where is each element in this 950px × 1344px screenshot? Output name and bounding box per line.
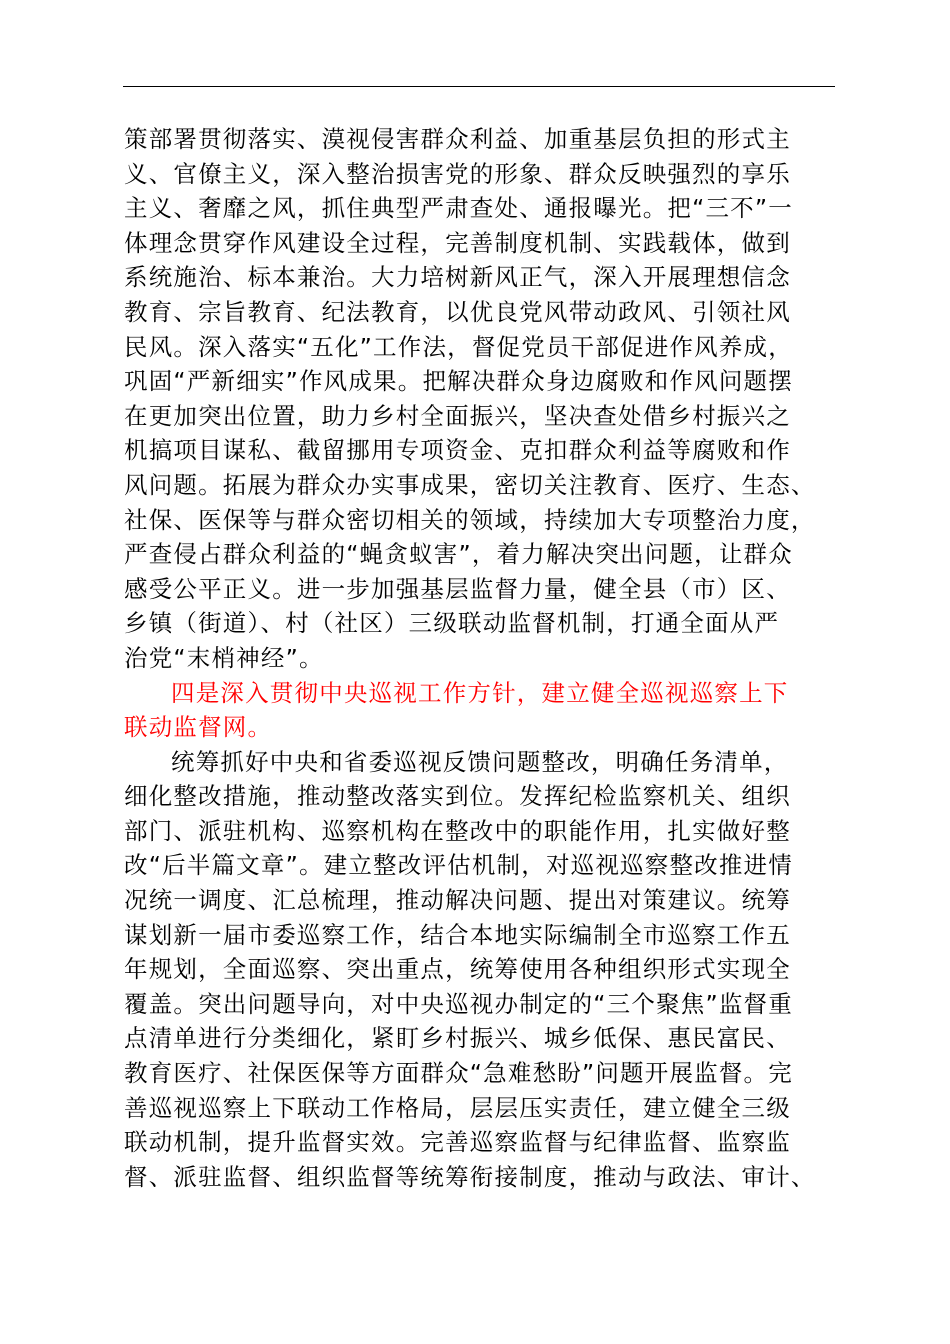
text-line: 民风。深入落实“五化”工作法，督促党员干部促进作风养成， bbox=[124, 332, 793, 361]
text-line: 统筹抓好中央和省委巡视反馈问题整改，明确任务清单， bbox=[171, 747, 789, 776]
paragraph-continuation bbox=[124, 122, 842, 676]
text-line: 督、派驻监督、组织监督等统筹衔接制度，推动与政法、审计、 bbox=[124, 1162, 816, 1191]
text-line: 覆盖。突出问题导向，对中央巡视办制定的“三个聚焦”监督重 bbox=[124, 989, 793, 1018]
text-line: 点清单进行分类细化，紧盯乡村振兴、城乡低保、惠民富民、 bbox=[124, 1024, 791, 1053]
text-line: 乡镇（街道）、村（社区）三级联动监督机制，打通全面从严 bbox=[124, 609, 780, 638]
paragraph-body bbox=[124, 745, 842, 1195]
text-line: 教育医疗、社保医保等方面群众“急难愁盼”问题开展监督。完 bbox=[124, 1059, 793, 1088]
text-line: 主义、奢靡之风，抓住典型严肃查处、通报曝光。把“三不”一 bbox=[124, 194, 793, 223]
text-line: 义、官僚主义，深入整治损害党的形象、群众反映强烈的享乐 bbox=[124, 159, 791, 188]
text-line: 策部署贯彻落实、漠视侵害群众利益、加重基层负担的形式主 bbox=[124, 125, 791, 153]
text-line: 严查侵占群众利益的“蝇贪蚁害”，着力解决突出问题，让群众 bbox=[124, 540, 793, 569]
text-line: 年规划，全面巡察、突出重点，统筹使用各种组织形式实现全 bbox=[124, 955, 791, 984]
text-line: 体理念贯穿作风建设全过程，完善制度机制、实践载体，做到 bbox=[124, 228, 791, 257]
heading-line: 四是深入贯彻中央巡视工作方针，建立健全巡视巡察上下 bbox=[171, 678, 789, 707]
text-line: 机搞项目谋私、截留挪用专项资金、克扣群众利益等腐败和作 bbox=[124, 436, 791, 465]
text-line: 风问题。拓展为群众办实事成果，密切关注教育、医疗、生态、 bbox=[124, 470, 816, 499]
text-line: 感受公平正义。进一步加强基层监督力量，健全县（市）区、 bbox=[124, 574, 791, 603]
text-line: 在更加突出位置，助力乡村全面振兴，坚决查处借乡村振兴之 bbox=[124, 401, 791, 430]
text-line: 细化整改措施，推动整改落实到位。发挥纪检监察机关、组织 bbox=[124, 782, 791, 811]
heading-line: 联动监督网。 bbox=[124, 713, 273, 742]
header-rule bbox=[123, 86, 835, 87]
text-line: 谋划新一届市委巡察工作，结合本地实际编制全市巡察工作五 bbox=[124, 920, 791, 949]
text-line: 系统施治、标本兼治。大力培树新风正气，深入开展理想信念 bbox=[124, 263, 791, 292]
section-heading bbox=[124, 676, 842, 745]
text-line: 善巡视巡察上下联动工作格局，层层压实责任，建立健全三级 bbox=[124, 1093, 791, 1122]
text-line: 联动机制，提升监督实效。完善巡察监督与纪律监督、监察监 bbox=[124, 1128, 791, 1157]
text-line: 况统一调度、汇总梳理，推动解决问题、提出对策建议。统筹 bbox=[124, 886, 791, 915]
text-line: 巩固“严新细实”作风成果。把解决群众身边腐败和作风问题摆 bbox=[124, 367, 793, 396]
text-line: 治党“末梢神经”。 bbox=[124, 643, 324, 672]
text-line: 社保、医保等与群众密切相关的领域，持续加大专项整治力度， bbox=[124, 505, 816, 534]
text-line: 改“后半篇文章”。建立整改评估机制，对巡视巡察整改推进情 bbox=[124, 851, 793, 880]
text-line: 教育、宗旨教育、纪法教育，以优良党风带动政风、引领社风 bbox=[124, 297, 791, 326]
document-body bbox=[124, 122, 842, 1194]
text-line: 部门、派驻机构、巡察机构在整改中的职能作用，扎实做好整 bbox=[124, 816, 791, 845]
